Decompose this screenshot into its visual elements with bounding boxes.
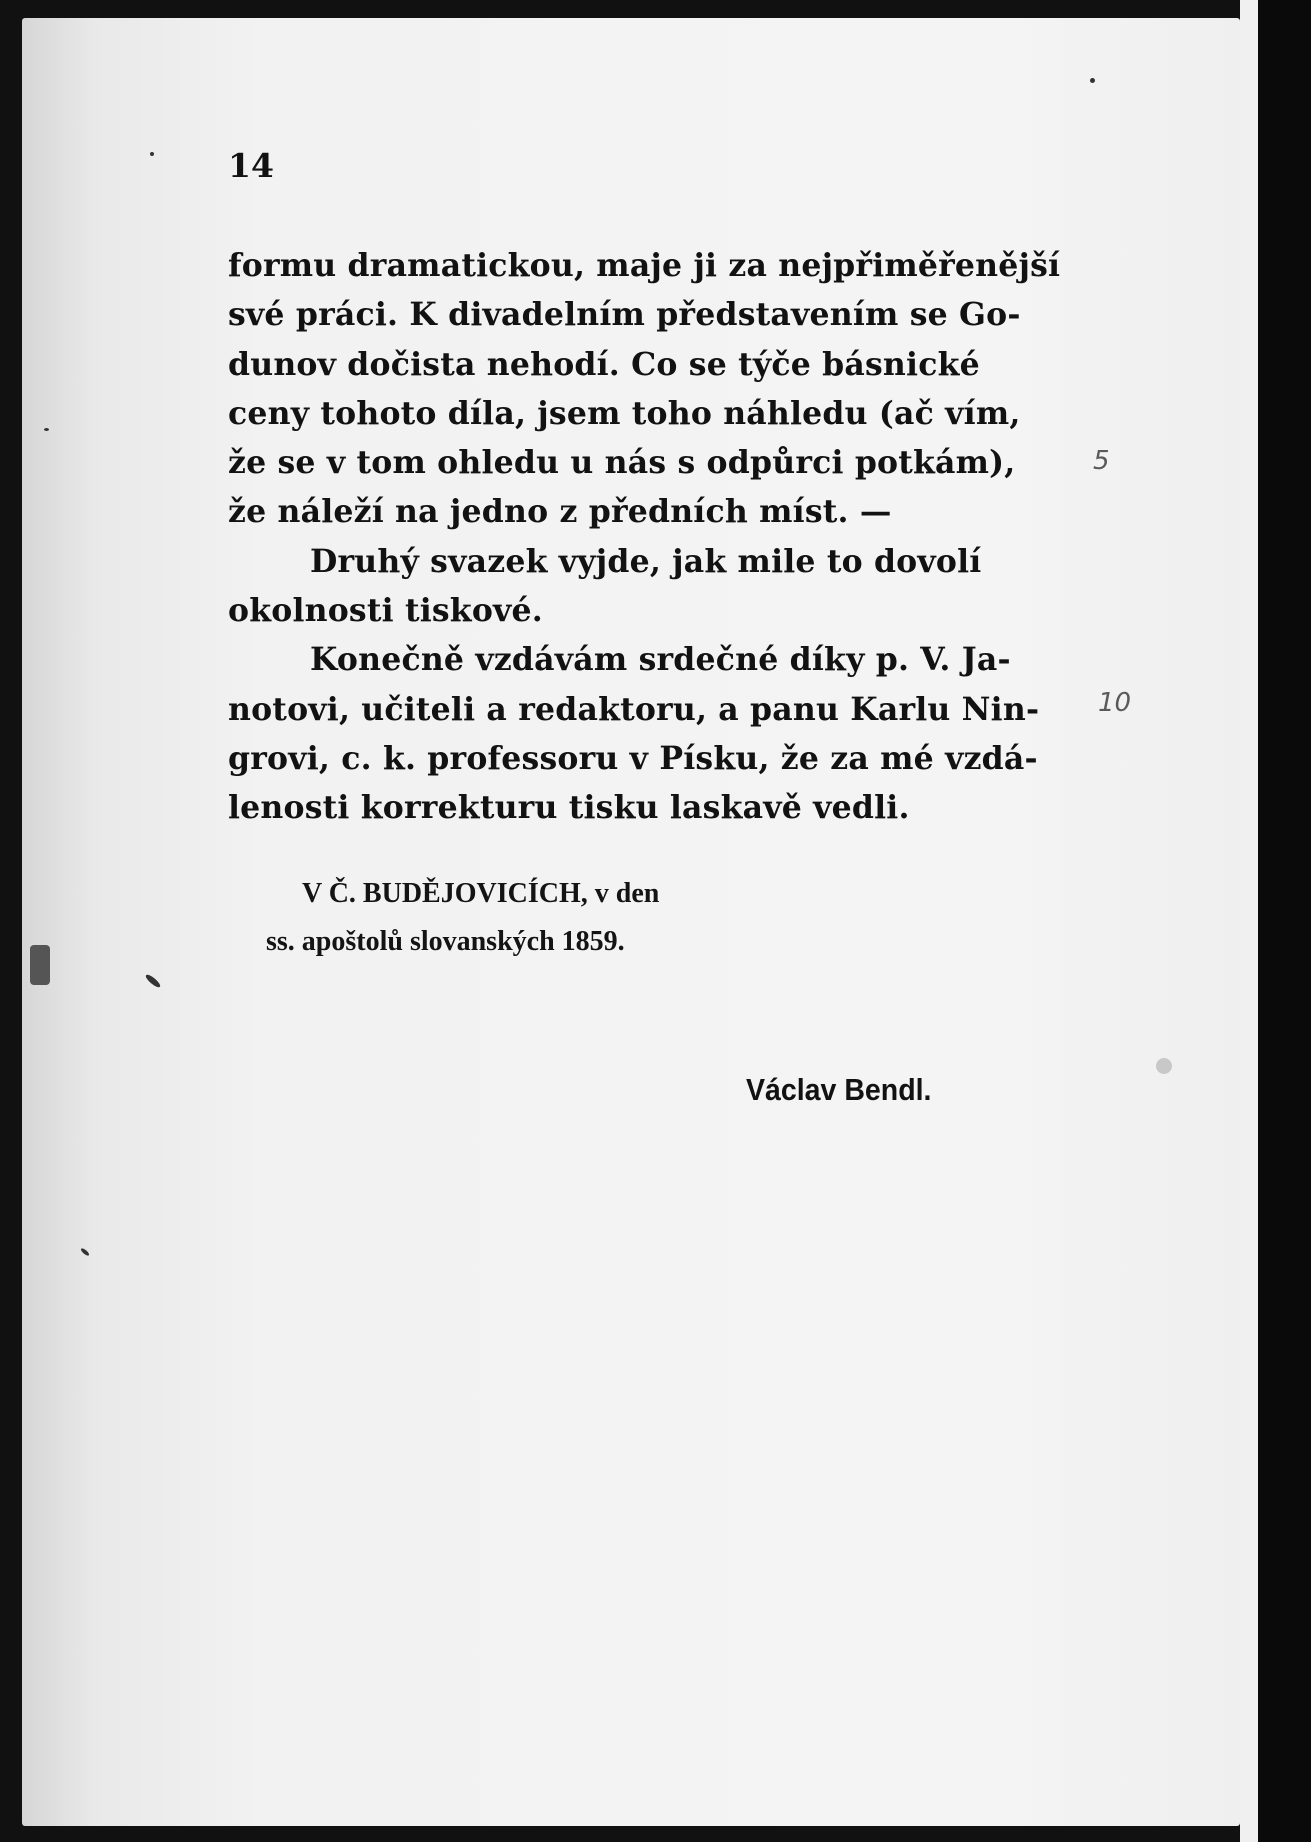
scan-speck bbox=[1090, 78, 1095, 83]
text-line: lenosti korrekturu tisku laskavě vedli. bbox=[228, 789, 910, 827]
dateline-place: V Č. BUDĚJOVICÍCH, v den bbox=[302, 878, 660, 909]
text-line: formu dramatickou, maje ji za nejpřiměřenější bbox=[228, 247, 1061, 284]
text-line: ceny tohoto díla, jsem toho náhledu (ač vím, bbox=[228, 394, 1021, 432]
scan-speck bbox=[30, 945, 50, 985]
page-number: 14 bbox=[228, 146, 274, 185]
text-line: notovi, učiteli a redaktoru, a panu Karlu Nin- bbox=[228, 690, 1040, 728]
author-signature: Václav Bendl. bbox=[746, 1072, 932, 1107]
text-line: grovi, c. k. professoru v Písku, že za mé vzdá- bbox=[228, 739, 1038, 777]
text-line: své práci. K divadelním představením se Go- bbox=[228, 296, 1021, 334]
text-line: že se v tom ohledu u nás s odpůrci potkám), bbox=[228, 444, 1016, 482]
margin-note-line-number: 5 bbox=[1093, 446, 1110, 476]
text-line: Druhý svazek vyjde, jak mile to dovolí bbox=[310, 542, 982, 580]
scan-speck bbox=[150, 152, 154, 156]
page-edge bbox=[1240, 0, 1258, 1842]
body-paragraphs bbox=[228, 241, 1088, 833]
text-line: že náleží na jedno z předních míst. — bbox=[228, 493, 892, 531]
text-line: okolnosti tiskové. bbox=[228, 592, 543, 630]
text-line: dunov dočista nehodí. Co se týče básnické bbox=[228, 345, 980, 383]
margin-note-line-number: 10 bbox=[1098, 688, 1132, 718]
text-line: Konečně vzdávám srdečné díky p. V. Ja- bbox=[310, 641, 1011, 679]
scan-speck bbox=[1156, 1058, 1172, 1074]
dateline-date: ss. apoštolů slovanských 1859. bbox=[266, 926, 625, 957]
scan-border bbox=[1258, 0, 1311, 1842]
scan-speck bbox=[44, 428, 49, 431]
